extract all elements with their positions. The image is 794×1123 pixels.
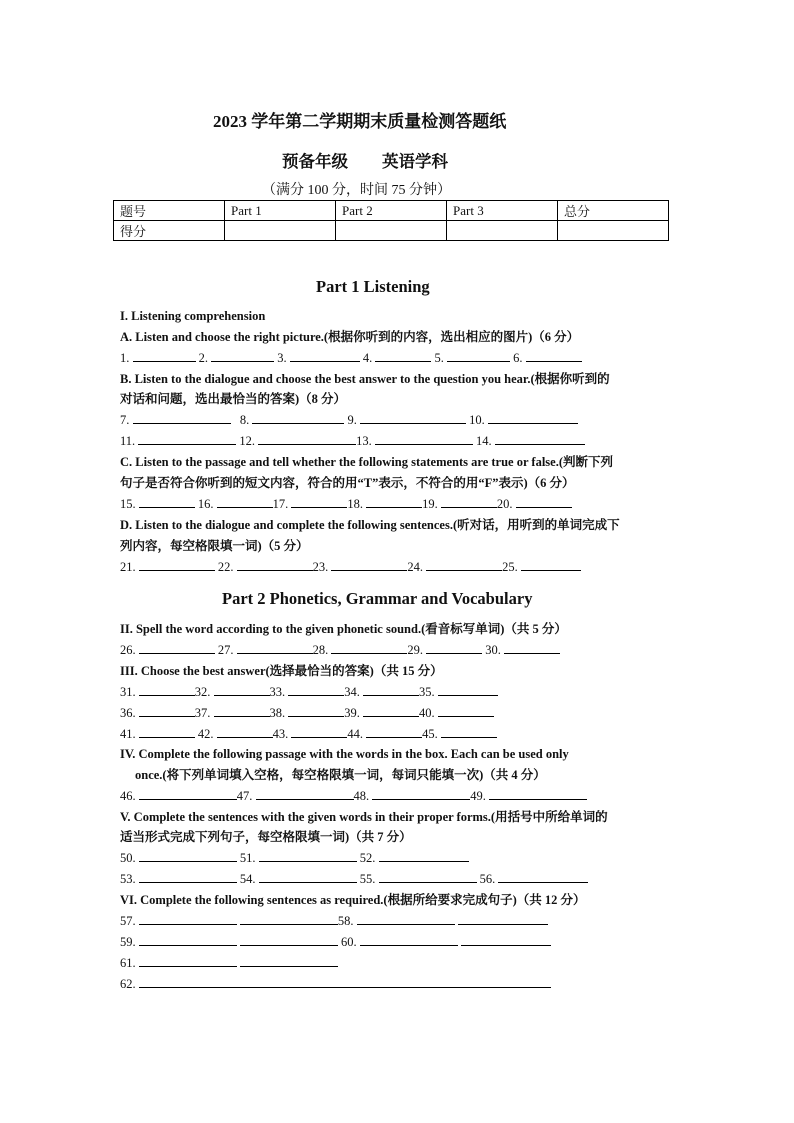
question-number: 52. (359, 851, 376, 865)
question-number: 28. (312, 643, 329, 657)
answer-blank[interactable] (363, 705, 419, 717)
answer-blank[interactable] (240, 913, 338, 925)
answer-blank[interactable] (139, 726, 195, 738)
question-number: 15. (120, 497, 136, 511)
score-table (113, 200, 669, 241)
table-cell: Part 1 (225, 201, 336, 221)
question-number: 3. (277, 351, 287, 365)
answer-row (120, 955, 338, 971)
answer-blank[interactable] (438, 684, 498, 696)
question-number: 4. (362, 351, 373, 365)
question-number: 48. (353, 789, 370, 803)
answer-blank[interactable] (447, 350, 510, 362)
answer-blank[interactable] (139, 642, 215, 654)
section-instruction: III. Choose the best answer(选择最恰当的答案)（共 15 分） (120, 664, 443, 678)
table-cell: 题号 (114, 201, 225, 221)
answer-row (120, 496, 572, 512)
answer-blank[interactable] (139, 976, 551, 988)
answer-blank[interactable] (495, 433, 585, 445)
section-instruction: 对话和问题，选出最恰当的答案)（8 分） (120, 392, 347, 406)
answer-blank[interactable] (133, 412, 231, 424)
question-number: 49. (470, 789, 486, 803)
answer-blank[interactable] (379, 850, 469, 862)
answer-blank[interactable] (237, 559, 313, 571)
section-instruction: D. Listen to the dialogue and complete the following sentences.(听对话，用听到的单词完成下 (120, 518, 620, 532)
question-number: 54. (239, 872, 256, 886)
answer-blank[interactable] (379, 871, 477, 883)
answer-row (120, 871, 588, 887)
answer-blank[interactable] (258, 433, 356, 445)
table-cell: 得分 (114, 221, 225, 241)
question-number: 41. (120, 727, 136, 741)
answer-blank[interactable] (372, 788, 470, 800)
exam-note: （满分 100 分，时间 75 分钟） (262, 183, 451, 198)
question-number: 33. (269, 685, 286, 699)
answer-blank[interactable] (211, 350, 274, 362)
question-number: 38. (269, 706, 286, 720)
answer-blank[interactable] (360, 934, 458, 946)
question-number: 20. (496, 497, 513, 511)
answer-blank[interactable] (139, 788, 237, 800)
answer-blank[interactable] (375, 350, 431, 362)
part1-heading: Part 1 Listening (316, 277, 430, 296)
answer-row (120, 433, 585, 449)
question-number: 7. (120, 413, 130, 427)
question-number: 39. (344, 706, 360, 720)
question-number: 21. (120, 560, 136, 574)
answer-blank[interactable] (526, 350, 582, 362)
answer-blank[interactable] (441, 496, 497, 508)
answer-blank[interactable] (363, 684, 419, 696)
question-number: 25. (502, 560, 518, 574)
answer-row (120, 412, 578, 428)
section-instruction: II. Spell the word according to the given phonetic sound.(看音标写单词)（共 5 分） (120, 622, 567, 636)
question-number: 32. (194, 685, 211, 699)
question-number: 31. (120, 685, 136, 699)
question-number: 45. (422, 727, 438, 741)
part2-heading: Part 2 Phonetics, Grammar and Vocabulary (222, 589, 533, 608)
answer-blank[interactable] (256, 788, 354, 800)
section-instruction: VI. Complete the following sentences as required.(根据所给要求完成句子)（共 12 分） (120, 893, 586, 907)
answer-blank[interactable] (288, 684, 344, 696)
question-number: 60. (341, 935, 357, 949)
score-input-part1[interactable] (225, 221, 336, 241)
answer-blank[interactable] (426, 642, 482, 654)
answer-blank[interactable] (237, 642, 313, 654)
page-title: 2023 学年第二学期期末质量检测答题纸 (213, 112, 507, 131)
question-number: 14. (476, 434, 492, 448)
answer-blank[interactable] (375, 433, 473, 445)
answer-blank[interactable] (498, 871, 588, 883)
question-number: 22. (217, 560, 234, 574)
question-number: 36. (120, 706, 136, 720)
question-number: 2. (198, 351, 208, 365)
answer-row (120, 850, 469, 866)
answer-blank[interactable] (139, 850, 237, 862)
question-number: 55. (359, 872, 376, 886)
answer-blank[interactable] (214, 684, 270, 696)
section-heading: I. Listening comprehension (120, 309, 266, 323)
question-number: 58. (337, 914, 354, 928)
section-instruction: C. Listen to the passage and tell whether the following statements are true or false.(判断下列 (120, 455, 614, 469)
question-number: 42. (197, 727, 214, 741)
answer-blank[interactable] (138, 433, 236, 445)
question-number: 57. (120, 914, 136, 928)
question-number: 29. (407, 643, 423, 657)
answer-row (120, 788, 587, 804)
answer-blank[interactable] (441, 726, 497, 738)
question-number: 51. (239, 851, 256, 865)
answer-blank[interactable] (139, 684, 195, 696)
answer-blank[interactable] (488, 412, 578, 424)
question-number: 35. (419, 685, 435, 699)
question-number: 30. (485, 643, 501, 657)
answer-blank[interactable] (331, 642, 407, 654)
answer-blank[interactable] (139, 913, 237, 925)
table-row (114, 221, 669, 241)
grade-label: 预备年级 (282, 152, 348, 171)
answer-row (120, 350, 582, 366)
question-number: 27. (217, 643, 234, 657)
section-instruction: 句子是否符合你听到的短文内容，符合的用“T”表示，不符合的用“F”表示)（6 分） (120, 476, 575, 490)
question-number: 10. (469, 413, 485, 427)
answer-row (120, 684, 498, 700)
question-number: 17. (272, 497, 289, 511)
answer-blank[interactable] (366, 496, 422, 508)
question-number: 61. (120, 956, 136, 970)
question-number: 24. (407, 560, 423, 574)
question-number: 53. (120, 872, 136, 886)
answer-blank[interactable] (139, 934, 237, 946)
answer-blank[interactable] (458, 913, 548, 925)
answer-blank[interactable] (331, 559, 407, 571)
question-number: 59. (120, 935, 136, 949)
answer-blank[interactable] (426, 559, 502, 571)
question-number: 46. (120, 789, 136, 803)
answer-blank[interactable] (217, 726, 273, 738)
question-number: 6. (513, 351, 523, 365)
question-number: 5. (434, 351, 444, 365)
score-input-total[interactable] (558, 221, 669, 241)
answer-blank[interactable] (240, 955, 338, 967)
answer-row (120, 642, 560, 658)
subject-label: 英语学科 (382, 152, 448, 171)
question-number: 16. (197, 497, 214, 511)
score-input-part2[interactable] (336, 221, 447, 241)
answer-row (120, 705, 494, 721)
question-number: 56. (479, 872, 496, 886)
question-number: 62. (120, 977, 136, 991)
answer-blank[interactable] (516, 496, 572, 508)
answer-blank[interactable] (290, 350, 360, 362)
answer-blank[interactable] (259, 850, 357, 862)
answer-blank[interactable] (288, 705, 344, 717)
table-cell: Part 3 (447, 201, 558, 221)
question-number: 50. (120, 851, 136, 865)
answer-blank[interactable] (139, 871, 237, 883)
question-number: 40. (419, 706, 435, 720)
answer-row (120, 934, 551, 950)
answer-blank[interactable] (214, 705, 270, 717)
question-number: 23. (312, 560, 329, 574)
table-cell: 总分 (558, 201, 669, 221)
section-instruction: 适当形式完成下列句子，每空格限填一词)（共 7 分） (120, 830, 412, 844)
answer-blank[interactable] (489, 788, 587, 800)
question-number: 43. (272, 727, 289, 741)
question-number: 13. (356, 434, 372, 448)
question-number: 9. (347, 413, 357, 427)
answer-row (120, 559, 581, 575)
answer-row (120, 976, 551, 992)
section-instruction: 列内容，每空格限填一词)（5 分） (120, 539, 309, 553)
question-number: 26. (120, 643, 136, 657)
answer-blank[interactable] (366, 726, 422, 738)
question-number: 34. (344, 685, 360, 699)
question-number: 37. (194, 706, 211, 720)
answer-blank[interactable] (438, 705, 494, 717)
section-instruction: B. Listen to the dialogue and choose the best answer to the question you hear.(根据你听到的 (120, 372, 610, 386)
table-cell: Part 2 (336, 201, 447, 221)
answer-row (120, 726, 497, 742)
answer-row (120, 913, 548, 929)
section-instruction: IV. Complete the following passage with the words in the box. Each can be used only (120, 747, 569, 761)
answer-blank[interactable] (252, 412, 344, 424)
question-number: 18. (347, 497, 363, 511)
score-input-part3[interactable] (447, 221, 558, 241)
question-number: 8. (239, 413, 250, 427)
section-instruction: once.(将下列单词填入空格，每空格限填一词，每词只能填一次)（共 4 分） (135, 768, 546, 782)
question-number: 19. (422, 497, 438, 511)
answer-blank[interactable] (240, 934, 338, 946)
answer-blank[interactable] (259, 871, 357, 883)
answer-blank[interactable] (357, 913, 455, 925)
section-instruction: V. Complete the sentences with the given words in their proper forms.(用括号中所给单词的 (120, 810, 608, 824)
answer-blank[interactable] (139, 705, 195, 717)
answer-blank[interactable] (504, 642, 560, 654)
answer-blank[interactable] (461, 934, 551, 946)
answer-blank[interactable] (291, 496, 347, 508)
answer-blank[interactable] (139, 496, 195, 508)
question-number: 47. (236, 789, 253, 803)
answer-blank[interactable] (291, 726, 347, 738)
answer-blank[interactable] (360, 412, 466, 424)
question-number: 12. (239, 434, 256, 448)
section-instruction: A. Listen and choose the right picture.(根据你听到的内容，选出相应的图片)（6 分） (120, 330, 580, 344)
answer-blank[interactable] (139, 559, 215, 571)
answer-blank[interactable] (139, 955, 237, 967)
answer-blank[interactable] (217, 496, 273, 508)
question-number: 44. (347, 727, 363, 741)
question-number: 11. (120, 434, 136, 448)
table-row (114, 201, 669, 221)
answer-blank[interactable] (133, 350, 196, 362)
answer-blank[interactable] (521, 559, 581, 571)
question-number: 1. (120, 351, 130, 365)
